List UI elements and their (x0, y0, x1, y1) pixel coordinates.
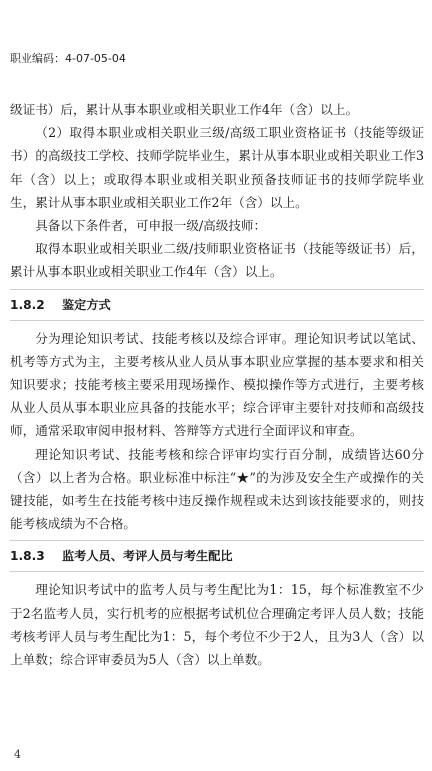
section-paragraph: 理论知识考试中的监考人员与考生配比为1：15，每个标准教室不少于2名监考人员，实行机考的应根据考试机位合理确定考评人员人数；技能考核考评人员与考生配比为1：5，每个考位不少于2人，且为3人（含）以上单数；综合评审委员为5人（含）以上单数。 (10, 582, 424, 668)
section-paragraph: 理论知识考试、技能考核和综合评审均实行百分制，成绩皆达60分（含）以上者为合格。职业标准中标注“★”的为涉及安全生产或操作的关键技能，如考生在技能考核中违反操作规程或未达到该技能要求的，则技能考核成绩为不合格。 (10, 446, 424, 532)
section-number: 1.8.3 (10, 549, 45, 564)
occupation-code: 职业编码：4-07-05-04 (10, 52, 126, 65)
paragraph-eligibility-detail: 取得本职业或相关职业二级/技师职业资格证书（技能等级证书）后，累计从事本职业或相关职业工作4年（含）以上。 (10, 241, 424, 280)
section-title: 监考人员、考评人员与考生配比 (62, 549, 233, 564)
section-heading-1-8-3 (10, 540, 424, 572)
section-number: 1.8.2 (10, 297, 45, 312)
page-number: 4 (14, 748, 21, 761)
paragraph-eligibility: 具备以下条件者，可申报一级/高级技师： (35, 218, 267, 234)
paragraph-item-2: （2）取得本职业或相关职业三级/高级工职业资格证书（技能等级证书）的高级技工学校、技师学院毕业生，累计从事本职业或相关职业工作3年（含）以上；或取得本职业或相关职业预备技师证书的技师学院毕业生，累计从事本职业或相关职业工作2年（含）以上。 (10, 125, 424, 210)
document-body (10, 98, 424, 671)
paragraph-continuation: 级证书）后，累计从事本职业或相关职业工作4年（含）以上。 (10, 102, 359, 117)
section-title: 鉴定方式 (62, 297, 111, 312)
section-paragraph: 分为理论知识考试、技能考核以及综合评审。理论知识考试以笔试、机考等方式为主，主要考核从业人员从事本职业应掌握的基本要求和相关知识要求；技能考核主要采用现场操作、模拟操作等方式进行，主要考核从业人员从事本职业应具备的技能水平；综合评审主要针对技师和高级技师，通常采取审阅申报材料、答辩等方式进行全面评议和审查。 (10, 330, 424, 439)
section-heading-1-8-2 (10, 289, 424, 321)
